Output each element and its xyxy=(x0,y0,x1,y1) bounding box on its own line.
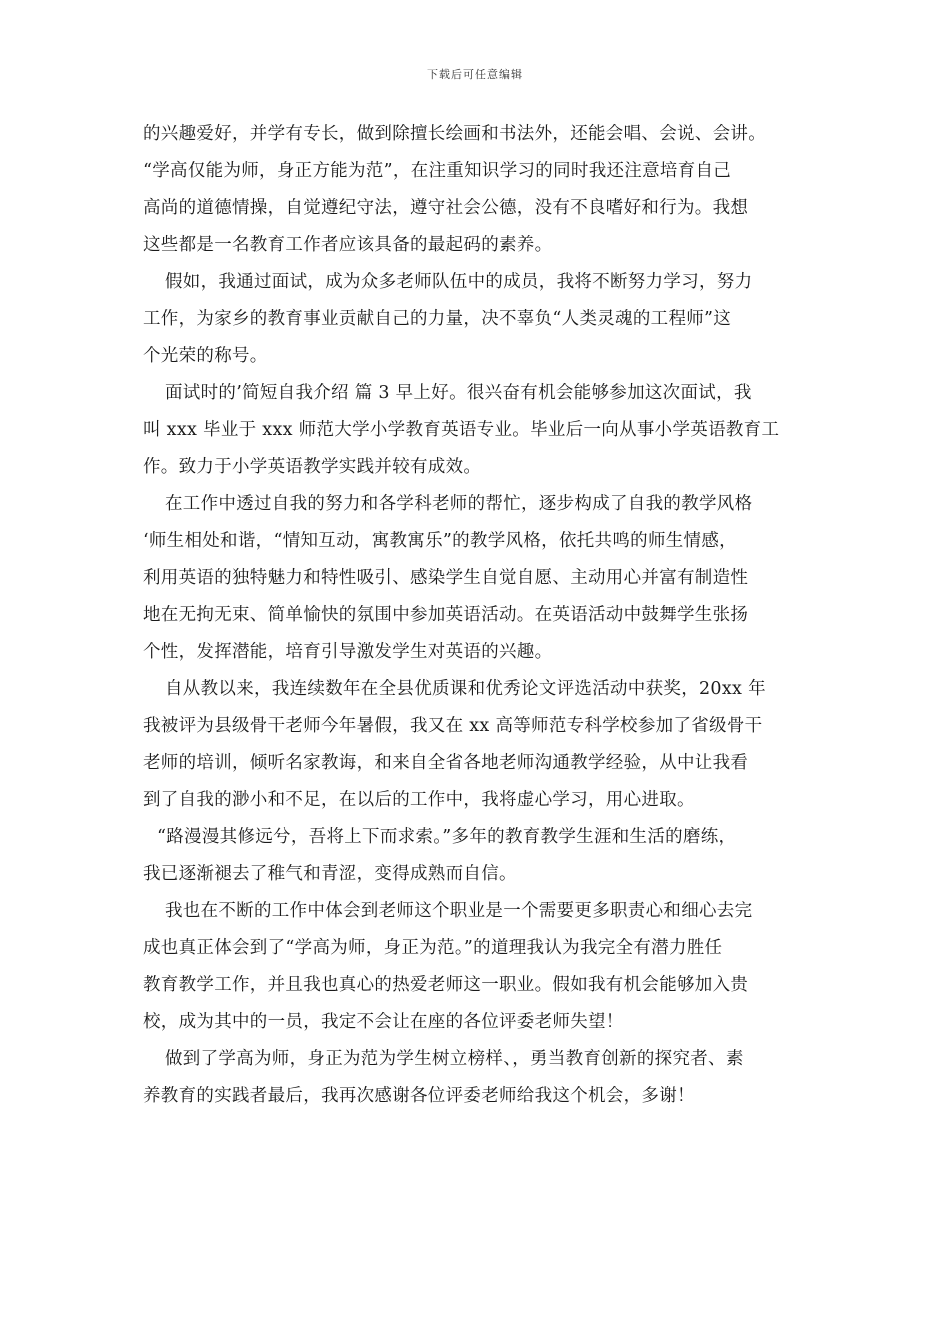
text-line: 叫 xxx 毕业于 xxx 师范大学小学教育英语专业。毕业后一向从事小学英语教育工 xyxy=(143,420,780,440)
text-line: “路漫漫其修远兮，吾将上下而求索。”多年的教育教学生涯和生活的磨练， xyxy=(157,827,737,847)
text-line: 老师的培训，倾听名家教诲，和来自全省各地老师沟通教学经验，从中让我看 xyxy=(143,753,749,773)
text-line: 个性，发挥潜能，培育引导激发学生对英语的兴趣。 xyxy=(143,642,553,662)
paragraph xyxy=(143,486,823,671)
text-line: 地在无拘无束、简单愉快的氛围中参加英语活动。在英语活动中鼓舞学生张扬 xyxy=(143,605,749,625)
text-line: 成也真正体会到了“学高为师，身正为范。”的道理我认为我完全有潜力胜任 xyxy=(143,938,723,958)
paragraph xyxy=(143,1041,823,1115)
text-line: 高尚的道德情操，自觉遵纪守法，遵守社会公德，没有不良嗜好和行为。我想 xyxy=(143,198,749,218)
text-line: 的兴趣爱好，并学有专长，做到除擅长绘画和书法外，还能会唱、会说、会讲。 xyxy=(143,124,766,144)
text-line: 假如，我通过面试，成为众多老师队伍中的成员，我将不断努力学习，努力 xyxy=(165,272,753,292)
text-line: 工作，为家乡的教育事业贡献自己的力量，决不辜负“人类灵魂的工程师”这 xyxy=(143,309,732,329)
paragraph xyxy=(143,375,823,486)
text-line: 自从教以来，我连续数年在全县优质课和优秀论文评选活动中获奖，20xx 年 xyxy=(165,679,766,699)
text-line: 作。致力于小学英语教学实践并较有成效。 xyxy=(143,457,482,477)
text-line: 教育教学工作，并且我也真心的热爱老师这一职业。假如我有机会能够加入贵 xyxy=(143,975,749,995)
text-line: 个光荣的称号。 xyxy=(143,346,268,366)
paragraph xyxy=(143,671,823,819)
text-line: 我被评为县级骨干老师今年暑假，我又在 xx 高等师范专科学校参加了省级骨干 xyxy=(143,716,763,736)
text-line: 面试时的’简短自我介绍 篇 3 早上好。很兴奋有机会能够参加这次面试，我 xyxy=(165,383,752,403)
text-line: 校，成为其中的一员，我定不会让在座的各位评委老师失望！ xyxy=(143,1012,624,1032)
text-line: 我也在不断的工作中体会到老师这个职业是一个需要更多职责心和细心去完 xyxy=(165,901,753,921)
text-line: 养教育的实践者最后，我再次感谢各位评委老师给我这个机会，多谢！ xyxy=(143,1086,695,1106)
paragraph xyxy=(143,893,823,1041)
text-line: 这些都是一名教育工作者应该具备的最起码的素养。 xyxy=(143,235,553,255)
text-line: 到了自我的渺小和不足，在以后的工作中，我将虚心学习，用心进取。 xyxy=(143,790,695,810)
page-header-note: 下载后可任意编辑 xyxy=(427,68,523,81)
text-line: 做到了学高为师，身正为范为学生树立榜样、，勇当教育创新的探究者、素 xyxy=(165,1049,744,1069)
text-line: ‘师生相处和谐，“情知互动，寓教寓乐”的教学风格，依托共鸣的师生情感， xyxy=(143,531,737,551)
text-line: 利用英语的独特魅力和特性吸引、感染学生自觉自愿、主动用心并富有制造性 xyxy=(143,568,749,588)
document-body xyxy=(143,116,823,1115)
text-line: “学高仅能为师，身正方能为范”，在注重知识学习的同时我还注意培育自己 xyxy=(143,161,732,181)
paragraph xyxy=(143,264,823,375)
paragraph xyxy=(143,116,823,264)
text-line: 我已逐渐褪去了稚气和青涩，变得成熟而自信。 xyxy=(143,864,517,884)
text-line: 在工作中透过自我的努力和各学科老师的帮忙，逐步构成了自我的教学风格 xyxy=(165,494,753,514)
paragraph xyxy=(143,819,823,893)
